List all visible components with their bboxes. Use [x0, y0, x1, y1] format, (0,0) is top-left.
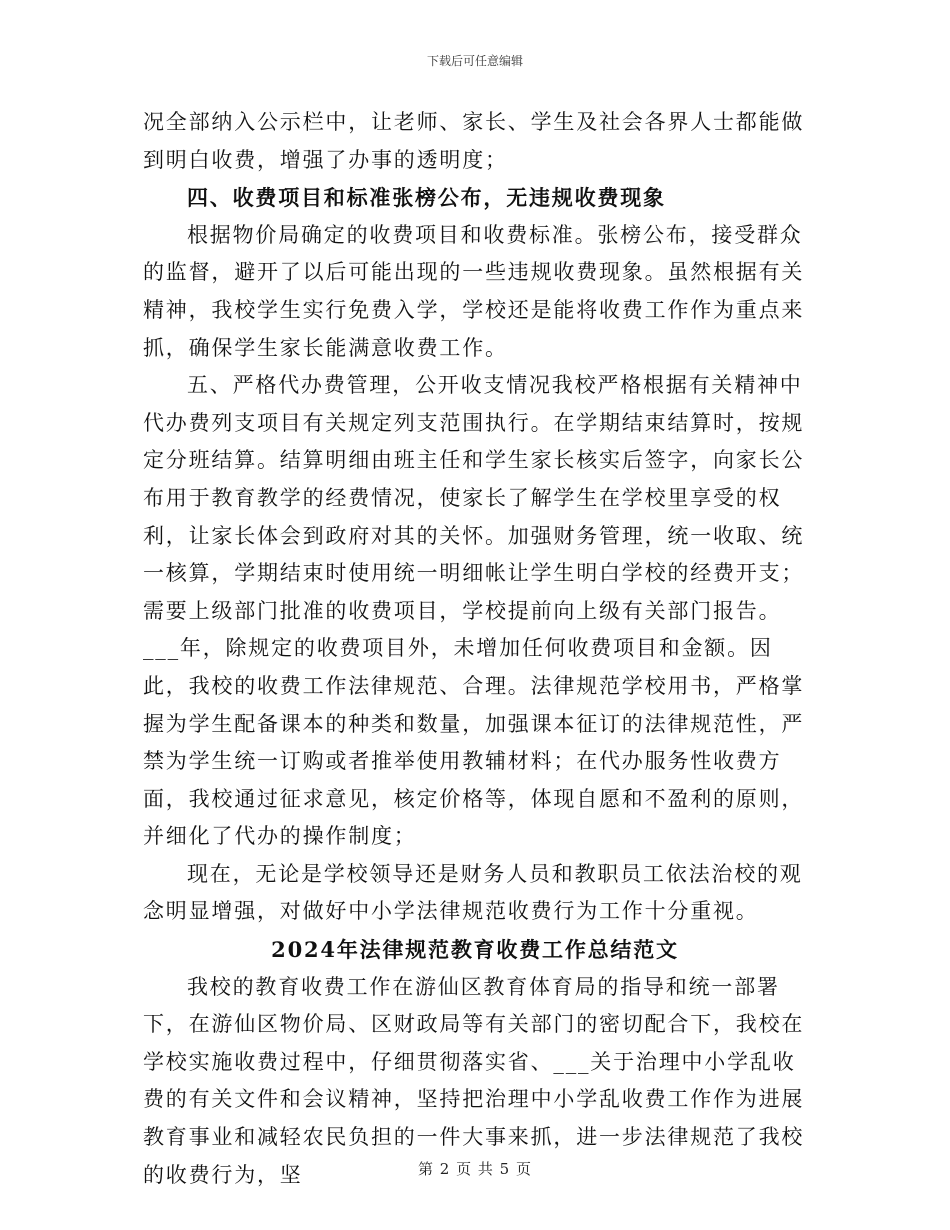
- paragraph-continued: 况全部纳入公示栏中，让老师、家长、学生及社会各界人士都能做到明白收费，增强了办事的透明度；: [143, 110, 805, 172]
- article-title: 2024年法律规范教育收费工作总结范文: [271, 937, 679, 963]
- paragraph-intro: 我校的教育收费工作在游仙区教育体育局的指导和统一部署下，在游仙区物价局、区财政局等有关部门的密切配合下，我校在学校实施收费过程中，仔细贯彻落实省、___关于治理中小学乱收费的有关文件和会议精神，坚持把治理中小学乱收费工作作为进展教育事业和减轻农民负担的一件大事来抓，进一步法律规范了我校的收费行为，坚: [143, 974, 805, 1187]
- page-number: 第 2 页 共 5 页: [418, 1160, 532, 1178]
- paragraph-fee-standards: 根据物价局确定的收费项目和收费标准。张榜公布，接受群众的监督，避开了以后可能出现的一些违规收费现象。虽然根据有关精神，我校学生实行免费入学，学校还是能将收费工作作为重点来抓，确保学生家长能满意收费工作。: [143, 222, 805, 360]
- document-body: [143, 104, 807, 1194]
- paragraph-conclusion: 现在，无论是学校领导还是财务人员和教职员工依法治校的观念明显增强，对做好中小学法律规范收费行为工作十分重视。: [143, 861, 803, 924]
- header-note: 下载后可任意编辑: [426, 54, 523, 68]
- section-heading-4: 四、收费项目和标准张榜公布，无违规收费现象: [187, 185, 666, 211]
- paragraph-section-5: 五、严格代办费管理，公开收支情况我校严格根据有关精神中代办费列支项目有关规定列支范围执行。在学期结束结算时，按规定分班结算。结算明细由班主任和学生家长核实后签字，向家长公布用于教育教学的经费情况，使家长了解学生在学校里享受的权利，让家长体会到政府对其的关怀。加强财务管理，统一收取、统一核算，学期结束时使用统一明细帐让学生明白学校的经费开支；需要上级部门批准的收费项目，学校提前向上级有关部门报告。___年，除规定的收费项目外，未增加任何收费项目和金额。因此，我校的收费工作法律规范、合理。法律规范学校用书，严格掌握为学生配备课本的种类和数量，加强课本征订的法律规范性，严禁为学生统一订购或者推举使用教辅材料；在代办服务性收费方面，我校通过征求意见，核定价格等，体现自愿和不盈利的原则，并细化了代办的操作制度；: [143, 373, 805, 849]
